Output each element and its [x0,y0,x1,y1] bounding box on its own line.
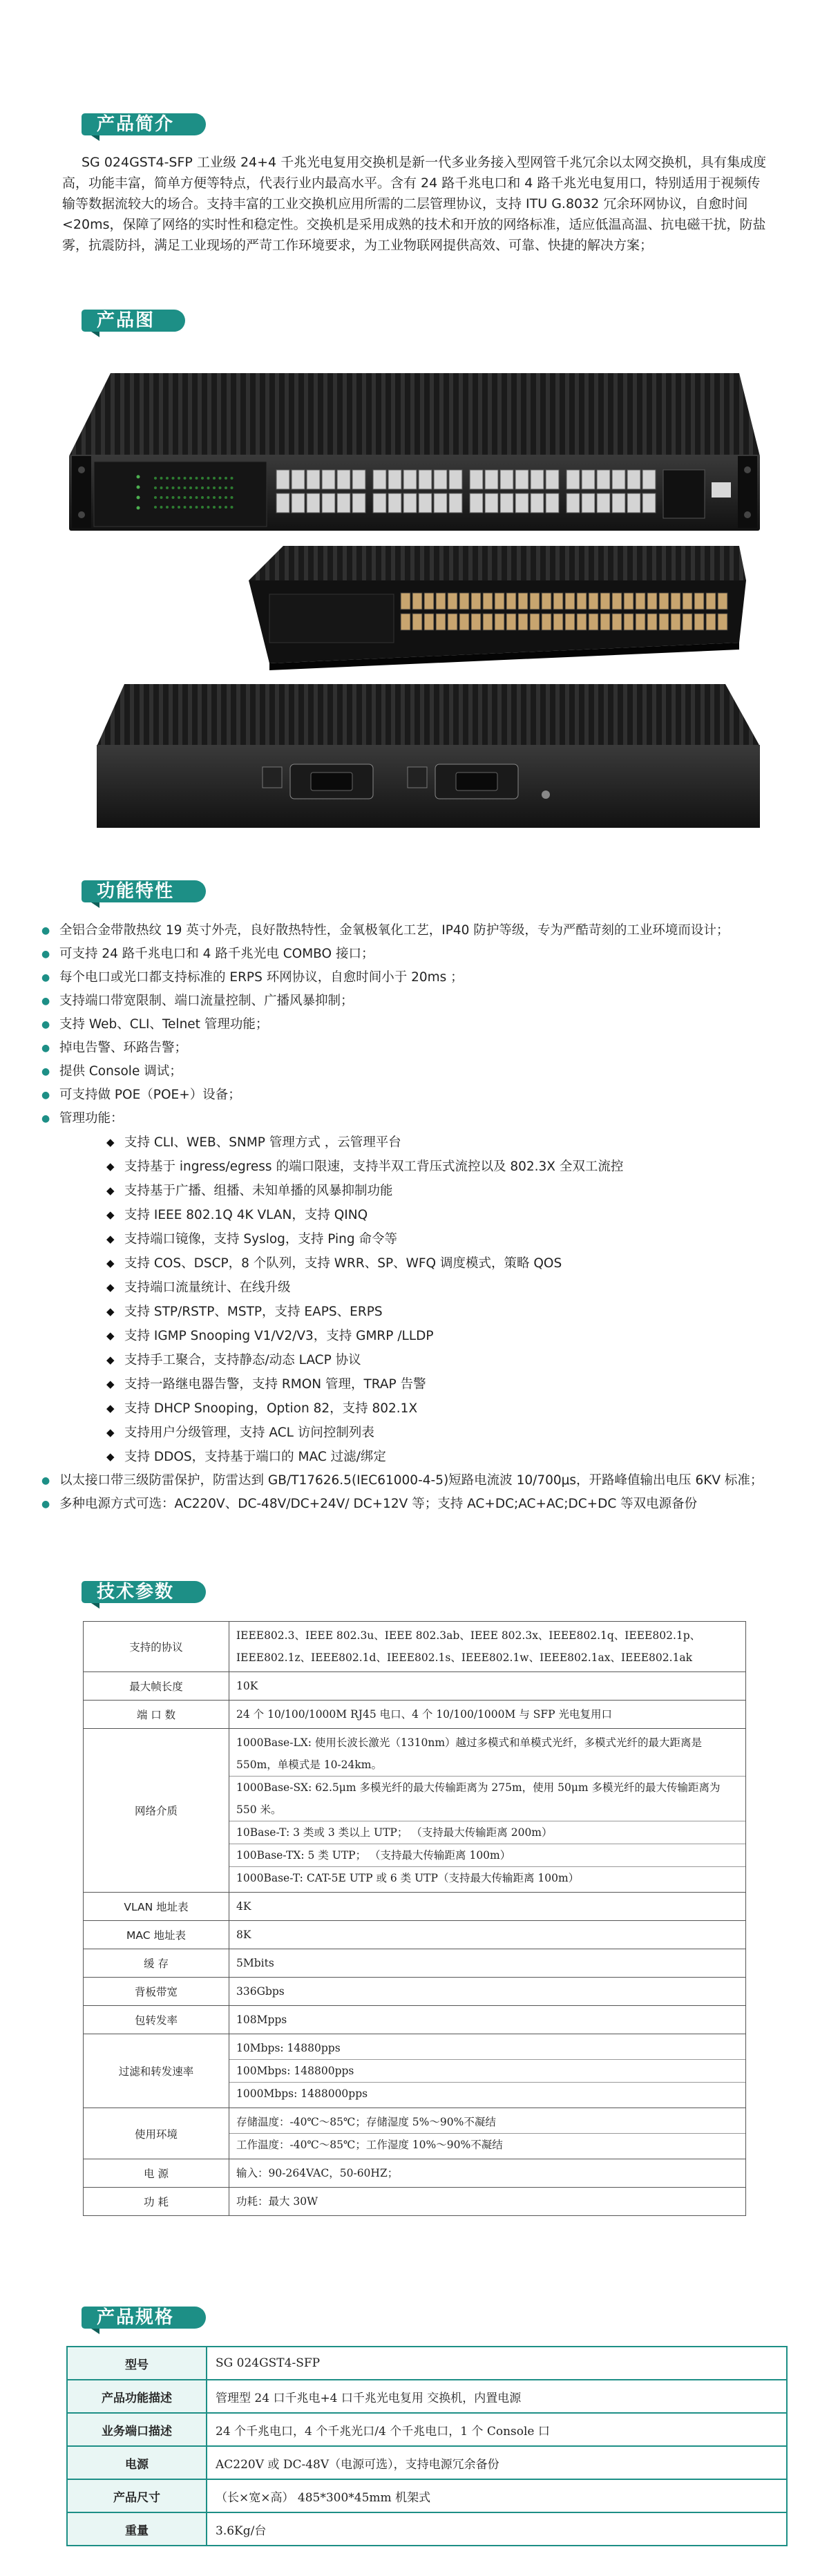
management-item: ◆ 支持 DDOS，支持基于端口的 MAC 过滤/绑定 [106,1445,788,1469]
spec-row [84,1893,746,1921]
spec-key: MAC 地址表 [84,1921,229,1949]
feature-item: ● 支持 Web、CLI、Telnet 管理功能； [41,1013,788,1036]
spec-row [84,2108,746,2159]
model-row [67,2479,787,2512]
spec-row [84,1701,746,1729]
spec-value [229,1622,746,1672]
feature-item: ● 可支持 24 路千兆电口和 4 路千兆光电 COMBO 接口； [41,943,788,966]
management-item: ◆ 支持一路继电器告警，支持 RMON 管理，TRAP 告警 [106,1372,788,1396]
section-header-intro [82,108,206,140]
model-row [67,2446,787,2479]
feature-item: ● 掉电告警、环路告警； [41,1036,788,1060]
feature-item: ● 提供 Console 调试； [41,1060,788,1083]
management-list [41,1130,788,1469]
spec-value [229,2159,746,2188]
spec-row [84,2159,746,2188]
model-table [66,2346,788,2546]
spec-row [84,1949,746,1978]
model-value: （长×宽×高） 485*300*45mm 机架式 [207,2479,787,2512]
spec-value-line: 存储温度：-40℃～85℃；存储湿度 5%～90%不凝结 [229,2111,745,2134]
spec-value-line: 336Gbps [236,1985,285,1998]
spec-key: 端 口 数 [84,1701,229,1729]
model-row [67,2512,787,2546]
spec-value-line: 1000Base-LX: 使用长波长激光（1310nm）越过多模式和单模式光纤，多模式光纤的最大距离是 550m，单模式是 10-24km。 [229,1732,745,1777]
model-row [67,2380,787,2413]
spec-value-line: 10Mbps: 14880pps [229,2037,745,2060]
management-item: ◆ 支持端口镜像，支持 Syslog，支持 Ping 命令等 [106,1227,788,1251]
spec-key: 功 耗 [84,2188,229,2216]
management-item: ◆ 支持端口流量统计、在线升级 [106,1276,788,1300]
spec-value [229,1729,746,1893]
product-photos [62,373,767,836]
management-item: ◆ 支持基于广播、组播、未知单播的风暴抑制功能 [106,1179,788,1203]
spec-value-line: 10Base-T: 3 类或 3 类以上 UTP； （支持最大传输距离 200m） [229,1821,745,1844]
model-key: 电源 [67,2446,207,2479]
section-title: 产品规格 [97,2307,175,2328]
spec-value [229,1949,746,1978]
spec-value-line: 1000Base-SX: 62.5μm 多模光纤的最大传输距离为 275m，使用 50μm 多模光纤的最大传输距离为 550 米。 [229,1777,745,1821]
spec-key: 使用环境 [84,2108,229,2159]
feature-item: ● 全铝合金带散热纹 19 英寸外壳，良好散热特性，金氧极氧化工艺，IP40 防护等级，专为严酷苛刻的工业环境而设计； [41,919,788,943]
spec-value-line: 1000Base-T: CAT-5E UTP 或 6 类 UTP（支持最大传输距离 100m） [236,1872,580,1884]
spec-row [84,2006,746,2034]
model-key: 业务端口描述 [67,2413,207,2446]
feature-list [41,919,788,1516]
model-row [67,2347,787,2380]
switch-front-image [62,373,767,532]
spec-value-line: 108Mpps [236,2014,287,2026]
feature-item: ● 可支持做 POE（POE+）设备； [41,1083,788,1107]
spec-value-line: IEEE802.3、IEEE 802.3u、IEEE 802.3ab、IEEE 802.3x、IEEE802.1q、IEEE802.1p、IEEE802.1z、IEEE802.1d、IEEE802.1s、IEEE802.1w、IEEE802.1ax、IEEE802.1ak [236,1629,701,1664]
spec-row [84,1622,746,1672]
section-title: 技术参数 [97,1582,175,1602]
spec-key: 支持的协议 [84,1622,229,1672]
spec-value [229,2034,746,2108]
spec-value-line: 100Base-TX: 5 类 UTP； （支持最大传输距离 100m） [229,1844,745,1867]
section-header-model [82,2301,206,2333]
spec-value [229,2006,746,2034]
management-item: ◆ 支持 IEEE 802.1Q 4K VLAN，支持 QINQ [106,1203,788,1227]
spec-value-line: 工作温度：-40℃～85℃；工作湿度 10%～90%不凝结 [236,2139,503,2151]
model-value: 3.6Kg/台 [207,2512,787,2546]
section-title: 功能特性 [97,881,175,902]
model-key: 重量 [67,2512,207,2546]
management-item: ◆ 支持手工聚合，支持静态/动态 LACP 协议 [106,1348,788,1372]
spec-value [229,1921,746,1949]
management-item: ◆ 支持用户分级管理，支持 ACL 访问控制列表 [106,1421,788,1445]
spec-key: 过滤和转发速率 [84,2034,229,2108]
spec-value-line: 功耗：最大 30W [236,2195,318,2208]
spec-key: 缓 存 [84,1949,229,1978]
intro-paragraph: SG 024GST4-SFP 工业级 24+4 千兆光电复用交换机是新一代多业务接入型网管千兆冗余以太网交换机，具有集成度高，功能丰富，简单方便等特点，代表行业内最高水平。含有 24 路千兆电口和 4 路千兆光电复用口，特别适用于视频传输等数据流较大的场合。支持丰富的工业交换机应用所需的二层管理协议，支持 ITU G.8032 冗余环网协议，自愈时间<20ms，保障了网络的实时性和稳定性。交换机是采用成熟的技术和开放的网络标准，适应低温高温、抗电磁干扰，防盐雾，抗震防抖，满足工业现场的严苛工作环境要求，为工业物联网提供高效、可靠、快捷的解决方案； [62,155,767,253]
spec-key: 最大帧长度 [84,1672,229,1701]
model-value: SG 024GST4-SFP [207,2347,787,2380]
spec-key: 网络介质 [84,1729,229,1893]
spec-value-line: 1000Mbps: 1488000pps [236,2087,368,2100]
model-value: AC220V 或 DC-48V（电源可选），支持电源冗余备份 [207,2446,787,2479]
spec-value-line: 4K [236,1900,251,1913]
management-item: ◆ 支持 IGMP Snooping V1/V2/V3，支持 GMRP /LLDP [106,1324,788,1348]
spec-row [84,2188,746,2216]
feature-item: ● 管理功能： [41,1107,788,1130]
spec-row [84,1978,746,2006]
spec-row [84,2034,746,2108]
spec-row [84,1921,746,1949]
section-title: 产品简介 [97,114,175,135]
management-item: ◆ 支持 COS、DSCP，8 个队列，支持 WRR、SP、WFQ 调度模式，策略 QOS [106,1251,788,1276]
section-header-features [82,875,206,907]
spec-key: VLAN 地址表 [84,1893,229,1921]
spec-value [229,2108,746,2159]
model-value: 管理型 24 口千兆电+4 口千兆光电复用 交换机，内置电源 [207,2380,787,2413]
spec-value [229,1701,746,1729]
switch-rear-image [62,684,767,836]
model-value: 24 个千兆电口，4 个千兆光口/4 个千兆电口，1 个 Console 口 [207,2413,787,2446]
spec-row [84,1729,746,1893]
model-key: 型号 [67,2347,207,2380]
section-header-photos [82,304,185,336]
spec-value-line: 24 个 10/100/1000M RJ45 电口、4 个 10/100/1000M 与 SFP 光电复用口 [236,1708,612,1721]
spec-value-line: 5Mbits [236,1957,274,1969]
feature-item: ● 以太接口带三级防雷保护，防雷达到 GB/T17626.5(IEC61000-4-5)短路电流波 10/700μs，开路峰值输出电压 6KV 标准； [41,1469,788,1493]
spec-key: 背板带宽 [84,1978,229,2006]
section-header-specs [82,1575,206,1607]
management-item: ◆ 支持基于 ingress/egress 的端口限速，支持半双工背压式流控以及 802.3X 全双工流控 [106,1155,788,1179]
spec-value [229,1893,746,1921]
model-key: 产品功能描述 [67,2380,207,2413]
spec-key: 包转发率 [84,2006,229,2034]
management-item: ◆ 支持 CLI、WEB、SNMP 管理方式 ，云管理平台 [106,1130,788,1155]
feature-item: ● 支持端口带宽限制、端口流量控制、广播风暴抑制； [41,989,788,1013]
spec-value-line: 8K [236,1929,251,1941]
switch-angle-image [62,539,767,677]
spec-key: 电 源 [84,2159,229,2188]
spec-row [84,1672,746,1701]
model-row [67,2413,787,2446]
spec-value [229,1672,746,1701]
model-key: 产品尺寸 [67,2479,207,2512]
management-item: ◆ 支持 STP/RSTP、MSTP，支持 EAPS、ERPS [106,1300,788,1324]
spec-value-line: 10K [236,1680,258,1692]
specs-table [83,1621,746,2216]
feature-item: ● 多种电源方式可选：AC220V、DC-48V/DC+24V/ DC+12V 等；支持 AC+DC;AC+AC;DC+DC 等双电源备份 [41,1493,788,1516]
section-title: 产品图 [97,310,155,331]
feature-item: ● 每个电口或光口都支持标准的 ERPS 环网协议，自愈时间小于 20ms ； [41,966,788,989]
spec-value [229,1978,746,2006]
management-item: ◆ 支持 DHCP Snooping，Option 82，支持 802.1X [106,1396,788,1421]
spec-value-line: 输入：90-264VAC，50-60HZ； [236,2167,399,2179]
spec-value-line: 100Mbps: 148800pps [229,2060,745,2083]
spec-value [229,2188,746,2216]
